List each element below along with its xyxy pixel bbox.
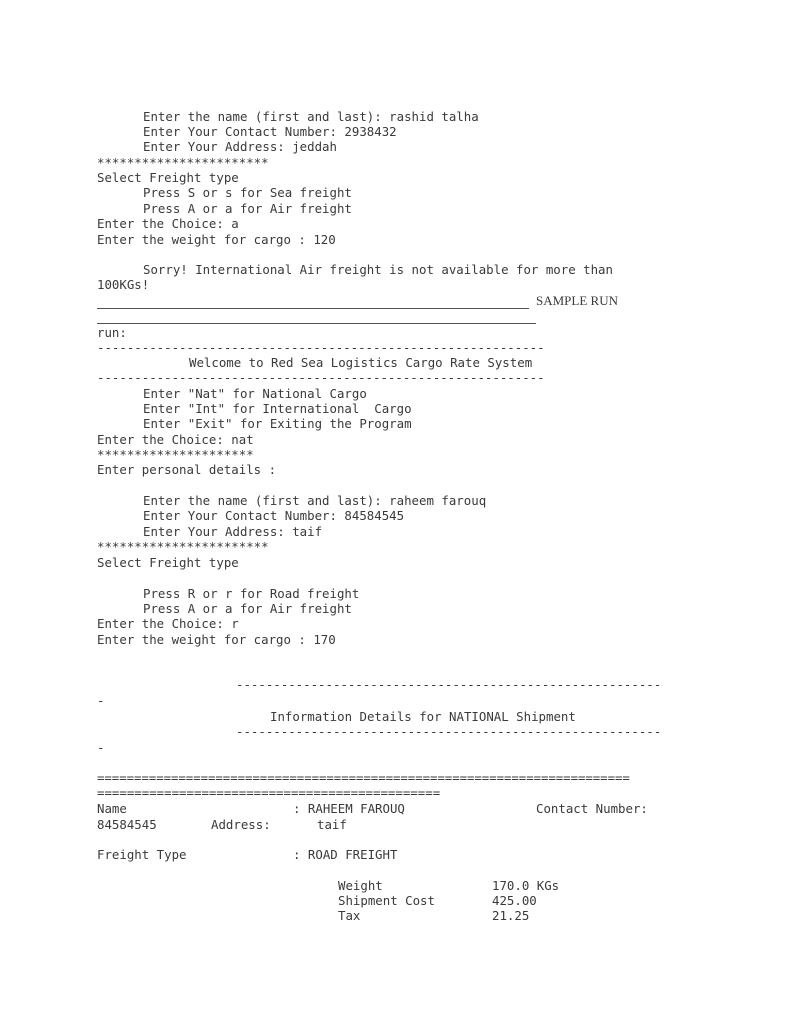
address-value: taif xyxy=(317,817,347,832)
sorry-message: Sorry! International Air freight is not available for more than xyxy=(143,262,613,277)
address-prompt-line-2: Enter Your Address: taif xyxy=(143,524,323,539)
int-option: Enter "Int" for International Cargo xyxy=(143,401,412,416)
details-header: Information Details for NATIONAL Shipment xyxy=(270,709,576,724)
dash-line-top: ------------------------------------------------------------ xyxy=(97,340,545,355)
air-freight-option: Press A or a for Air freight xyxy=(143,201,352,216)
freight-type-value: : ROAD FREIGHT xyxy=(293,847,398,862)
contact-prompt-line-2: Enter Your Contact Number: 84584545 xyxy=(143,508,405,523)
address-label: Address: xyxy=(211,817,271,832)
name-prompt-line-2: Enter the name (first and last): raheem farouq xyxy=(143,493,487,508)
shipment-cost-label: Shipment Cost xyxy=(338,893,435,908)
stars-separator-2: ********************* xyxy=(97,447,254,462)
nat-option: Enter "Nat" for National Cargo xyxy=(143,386,367,401)
dash-wrap-top: - xyxy=(97,693,105,708)
welcome-title: Welcome to Red Sea Logistics Cargo Rate System xyxy=(189,355,533,370)
tax-value: 21.25 xyxy=(492,908,530,923)
dash-line-bottom: ------------------------------------------------------------ xyxy=(97,370,545,385)
contact-prompt-line: Enter Your Contact Number: 2938432 xyxy=(143,124,397,139)
equals-separator-1: ======================================================================== xyxy=(97,770,630,785)
shipment-cost-value: 425.00 xyxy=(492,893,537,908)
name-prompt-line: Enter the name (first and last): rashid talha xyxy=(143,109,479,124)
name-label: Name xyxy=(97,801,127,816)
choice-line: Enter the Choice: a xyxy=(97,216,239,231)
name-value: : RAHEEM FAROUQ xyxy=(293,801,405,816)
sample-run-label: SAMPLE RUN xyxy=(536,293,618,308)
road-freight-option: Press R or r for Road freight xyxy=(143,586,360,601)
dash-line-details-bottom: --------------------------------------------------------- xyxy=(236,724,662,739)
choice-nat-line: Enter the Choice: nat xyxy=(97,432,254,447)
weight-label: Weight xyxy=(338,878,383,893)
exit-option: Enter "Exit" for Exiting the Program xyxy=(143,416,412,431)
stars-separator-3: *********************** xyxy=(97,539,269,554)
air-freight-option-2: Press A or a for Air freight xyxy=(143,601,352,616)
equals-separator-2: ============================================== xyxy=(97,785,441,800)
underline-rule xyxy=(97,308,529,309)
personal-details-heading: Enter personal details : xyxy=(97,462,277,477)
weight-line-2: Enter the weight for cargo : 170 xyxy=(97,632,336,647)
contact-number-label: Contact Number: xyxy=(536,801,648,816)
dash-line-details-top: --------------------------------------------------------- xyxy=(236,677,662,692)
dash-wrap-bottom: - xyxy=(97,740,105,755)
underline-rule-2 xyxy=(97,323,536,324)
weight-line: Enter the weight for cargo : 120 xyxy=(97,232,336,247)
select-freight-heading: Select Freight type xyxy=(97,170,239,185)
choice-r-line: Enter the Choice: r xyxy=(97,616,239,631)
address-prompt-line: Enter Your Address: jeddah xyxy=(143,139,337,154)
sorry-message-continued: 100KGs! xyxy=(97,277,150,292)
stars-separator: *********************** xyxy=(97,155,269,170)
contact-number-value: 84584545 xyxy=(97,817,157,832)
weight-value: 170.0 KGs xyxy=(492,878,560,893)
sea-freight-option: Press S or s for Sea freight xyxy=(143,185,352,200)
select-freight-heading-2: Select Freight type xyxy=(97,555,239,570)
tax-label: Tax xyxy=(338,908,361,923)
freight-type-label: Freight Type xyxy=(97,847,187,862)
run-label: run: xyxy=(97,325,127,340)
